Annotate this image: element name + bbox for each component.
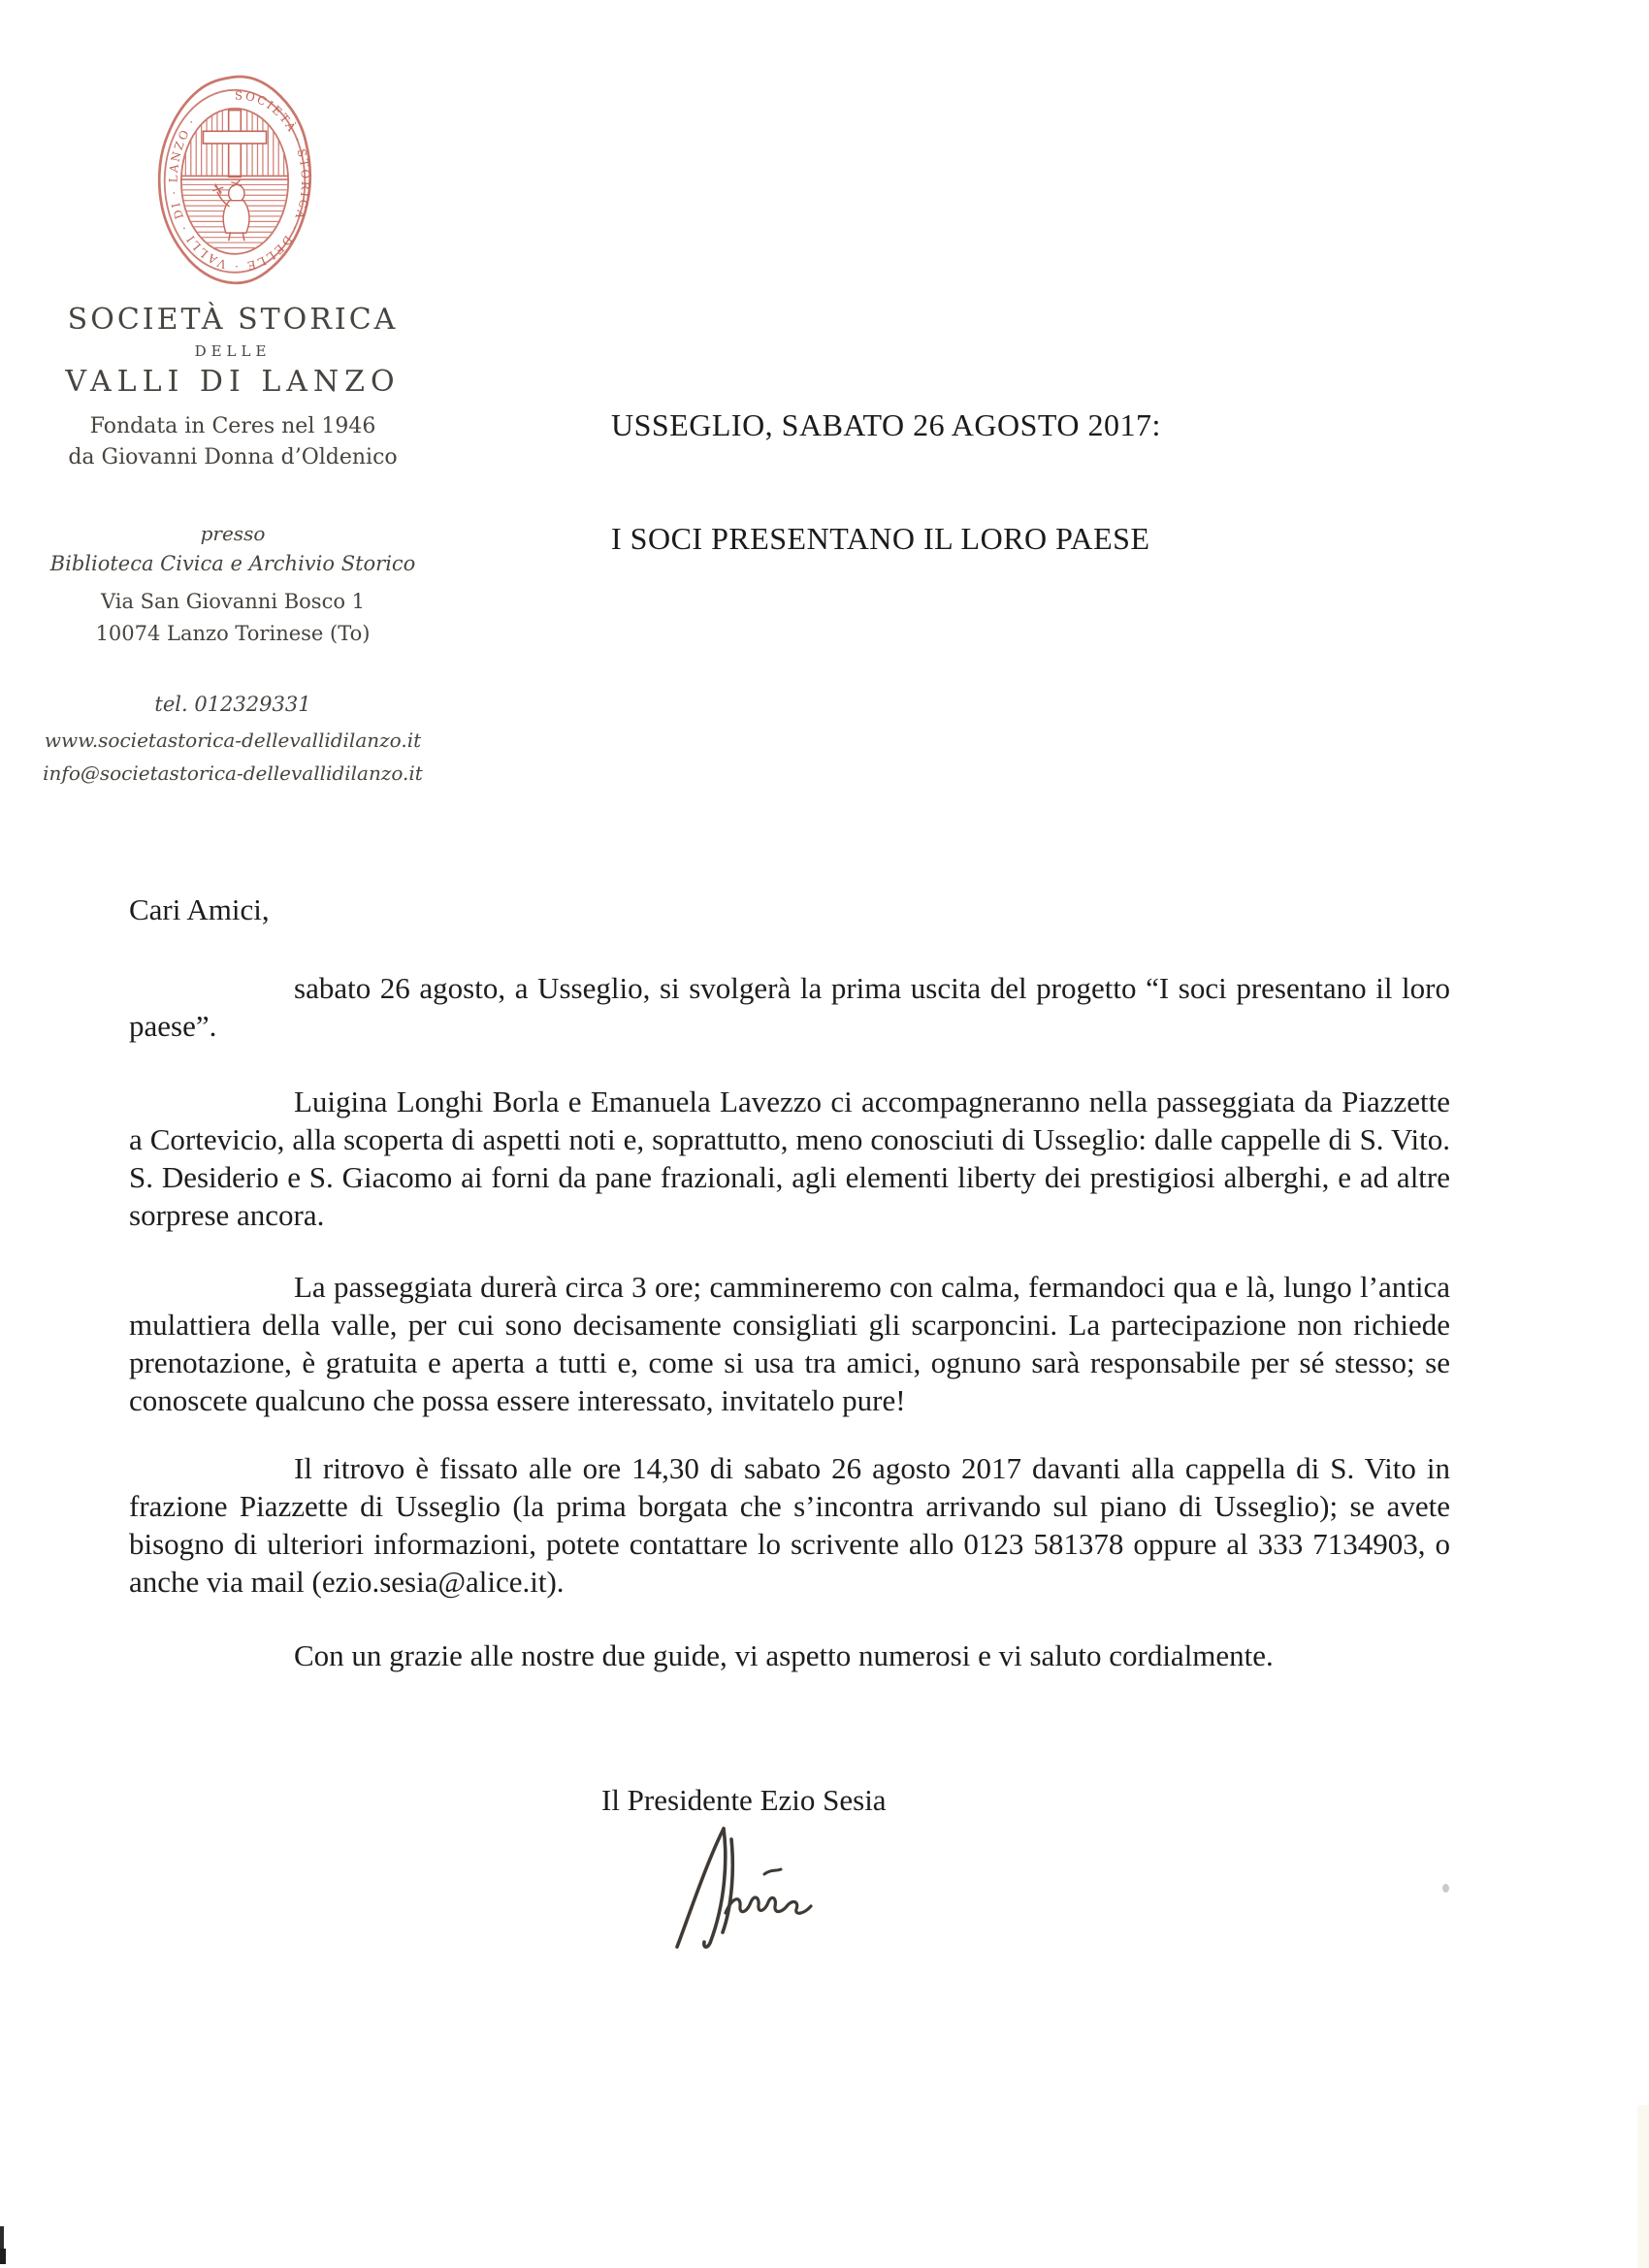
email-address: info@societastorica-dellevallidilanzo.it [43,761,423,785]
event-title-heading: I SOCI PRESENTANO IL LORO PAESE [611,521,1150,556]
paragraph-4: Il ritrovo è fissato alle ore 14,30 di sabato 26 agosto 2017 davanti alla cappella di S. Vito in frazione Piazzette di Usseglio (la prima borgata che s’incontra arrivando sul piano di Usseglio); se avete bisogno di ulteriori informazioni, potete contattare lo scrivente allo 0123 581378 oppure al 333 7134903, o anche via mail (ezio.sesia@alice.it). [129,1451,1450,1599]
address-line1: Biblioteca Civica e Archivio Storico [49,552,416,575]
scan-speck [1442,1884,1449,1893]
signature-upstroke [677,1829,724,1947]
seal-divider [174,176,297,179]
org-name-line2: DELLE [194,342,272,360]
paragraph-2: Luigina Longhi Borla e Emanuela Lavezzo ci accompagneranno nella passeggiata da Piazzette a Cortevicio, alla scoperta di aspetti noti e, soprattutto, meno conosciuti di Usseglio: dalle cappelle di S. Vito. S. Desiderio e S. Giacomo ai forni da pane frazionali, agli elementi liberty dei prestigiosi alberghi, e ad altre sorprese ancora. [129,1085,1450,1232]
founded-line1: Fondata in Ceres nel 1946 [89,414,376,438]
seal-ring-text: SOCIETÀ · STORICA · DELLE · VALLI · DI · LANZO · [166,88,313,274]
societa-storica-seal-icon [146,70,324,289]
paragraph-1: sabato 26 agosto, a Usseglio, si svolgerà la prima uscita del progetto “I soci presentano il loro paese”. [129,971,1450,1043]
org-name-line1: SOCIETÀ STORICA [67,303,399,337]
handwritten-signature [667,1820,847,1956]
closing-paragraph: Con un grazie alle nostre due guide, vi aspetto numerosi e vi saluto cordialmente. [294,1638,1274,1672]
seal-cross-icon [203,111,266,178]
event-date-heading: USSEGLIO, SABATO 26 AGOSTO 2017: [611,407,1161,442]
signature-squiggle [726,1897,811,1913]
scan-edge-mark [0,2249,6,2264]
signature-tilde [764,1869,781,1874]
founded-line2: da Giovanni Donna d’Oldenico [68,445,398,470]
org-name-line3: VALLI DI LANZO [65,365,401,399]
address-line2: Via San Giovanni Bosco 1 [100,590,366,613]
address-line3: 10074 Lanzo Torinese (To) [95,622,371,645]
salutation: Cari Amici, [129,892,270,926]
scan-edge-tint [1637,2105,1649,2268]
paragraph-3: La passeggiata durerà circa 3 ore; cammineremo con calma, fermandoci qua e là, lungo l’antica mulattiera della valle, per cui sono decisamente consigliati gli scarponcini. La partecipazione non richiede prenotazione, è gratuita e aperta a tutti e, come si usa tra amici, ognuno sarà responsabile per sé stesso; se conoscete qualcuno che possa essere interessato, invitatelo pure! [129,1270,1450,1417]
signoff-president: Il Presidente Ezio Sesia [601,1783,887,1817]
presso-label: presso [200,522,266,545]
phone-number: tel. 012329331 [154,693,311,716]
website-url: www.societastorica-dellevallidilanzo.it [44,729,422,752]
